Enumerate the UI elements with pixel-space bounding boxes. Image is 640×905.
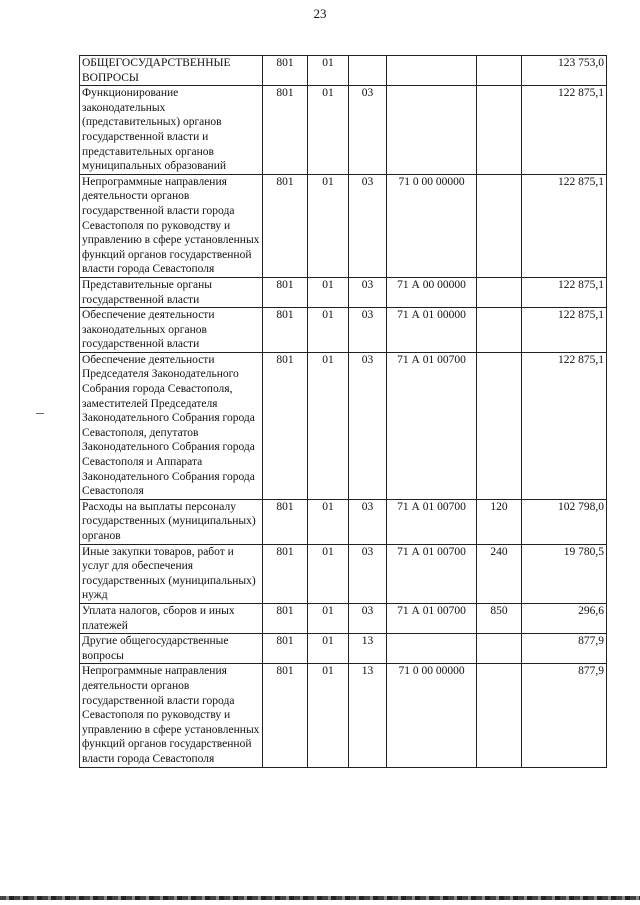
- cell-csr: 71 А 01 00000: [387, 308, 477, 353]
- table-row: [80, 664, 607, 767]
- cell-pr: [349, 56, 387, 86]
- cell-vr: [477, 56, 522, 86]
- cell-csr: [387, 86, 477, 175]
- cell-pr: 03: [349, 603, 387, 633]
- cell-vr: [477, 634, 522, 664]
- cell-pr: 13: [349, 664, 387, 767]
- cell-amount: 19 780,5: [522, 544, 607, 603]
- cell-amount: 122 875,1: [522, 86, 607, 175]
- table-row: [80, 634, 607, 664]
- cell-ved: 801: [263, 277, 308, 307]
- cell-rz: 01: [308, 174, 349, 277]
- cell-pr: 03: [349, 499, 387, 544]
- cell-rz: 01: [308, 86, 349, 175]
- cell-vr: [477, 86, 522, 175]
- cell-ved: 801: [263, 544, 308, 603]
- scan-edge: [0, 896, 640, 900]
- cell-pr: 03: [349, 174, 387, 277]
- scan-mark: [36, 413, 44, 414]
- cell-ved: 801: [263, 603, 308, 633]
- cell-name: Обеспечение деятельности законодательных органов государственной власти: [80, 308, 263, 353]
- cell-amount: 122 875,1: [522, 352, 607, 499]
- cell-vr: [477, 277, 522, 307]
- table-row: [80, 499, 607, 544]
- cell-name: Другие общегосударственные вопросы: [80, 634, 263, 664]
- cell-name: Расходы на выплаты персоналу государственных (муниципальных) органов: [80, 499, 263, 544]
- cell-rz: 01: [308, 634, 349, 664]
- cell-vr: 240: [477, 544, 522, 603]
- cell-ved: 801: [263, 86, 308, 175]
- cell-name: Функционирование законодательных (представительных) органов государственной власти и представительных органов муниципальных образований: [80, 86, 263, 175]
- cell-amount: 877,9: [522, 664, 607, 767]
- cell-ved: 801: [263, 352, 308, 499]
- cell-name: Обеспечение деятельности Председателя Законодательного Собрания города Севастополя, заместителей Председателя Законодательного Собрания города Севастополя, депутатов Законодательного Собрания города Севастополя и Аппарата Законодательного Собрания города Севастополя: [80, 352, 263, 499]
- cell-amount: 122 875,1: [522, 174, 607, 277]
- cell-rz: 01: [308, 544, 349, 603]
- cell-name: Представительные органы государственной власти: [80, 277, 263, 307]
- cell-csr: 71 А 00 00000: [387, 277, 477, 307]
- cell-rz: 01: [308, 352, 349, 499]
- table-row: [80, 603, 607, 633]
- cell-pr: 13: [349, 634, 387, 664]
- cell-csr: 71 0 00 00000: [387, 664, 477, 767]
- budget-table: [79, 55, 607, 768]
- cell-vr: [477, 352, 522, 499]
- cell-name: Непрограммные направления деятельности органов государственной власти города Севастополя по руководству и управлению в сфере установленных функций органов государственной власти города Севастополя: [80, 664, 263, 767]
- cell-pr: 03: [349, 352, 387, 499]
- cell-vr: 120: [477, 499, 522, 544]
- cell-rz: 01: [308, 499, 349, 544]
- cell-amount: 123 753,0: [522, 56, 607, 86]
- cell-rz: 01: [308, 664, 349, 767]
- cell-csr: [387, 56, 477, 86]
- cell-csr: [387, 634, 477, 664]
- cell-vr: 850: [477, 603, 522, 633]
- cell-amount: 877,9: [522, 634, 607, 664]
- cell-csr: 71 А 01 00700: [387, 544, 477, 603]
- table-row: [80, 174, 607, 277]
- cell-name: Иные закупки товаров, работ и услуг для обеспечения государственных (муниципальных) нужд: [80, 544, 263, 603]
- cell-pr: 03: [349, 277, 387, 307]
- cell-amount: 102 798,0: [522, 499, 607, 544]
- table-row: [80, 86, 607, 175]
- page-number: 23: [313, 6, 327, 21]
- cell-pr: 03: [349, 544, 387, 603]
- cell-amount: 122 875,1: [522, 308, 607, 353]
- cell-ved: 801: [263, 56, 308, 86]
- cell-amount: 122 875,1: [522, 277, 607, 307]
- cell-ved: 801: [263, 634, 308, 664]
- table-row: [80, 544, 607, 603]
- cell-rz: 01: [308, 277, 349, 307]
- cell-pr: 03: [349, 86, 387, 175]
- table-row: [80, 277, 607, 307]
- cell-csr: 71 А 01 00700: [387, 499, 477, 544]
- cell-name: ОБЩЕГОСУДАРСТВЕННЫЕ ВОПРОСЫ: [80, 56, 263, 86]
- cell-csr: 71 А 01 00700: [387, 603, 477, 633]
- cell-ved: 801: [263, 499, 308, 544]
- cell-name: Непрограммные направления деятельности органов государственной власти города Севастополя по руководству и управлению в сфере установленных функций органов государственной власти города Севастополя: [80, 174, 263, 277]
- cell-rz: 01: [308, 56, 349, 86]
- cell-vr: [477, 308, 522, 353]
- cell-ved: 801: [263, 308, 308, 353]
- cell-csr: 71 А 01 00700: [387, 352, 477, 499]
- cell-pr: 03: [349, 308, 387, 353]
- table-row: [80, 308, 607, 353]
- cell-ved: 801: [263, 174, 308, 277]
- cell-rz: 01: [308, 308, 349, 353]
- cell-amount: 296,6: [522, 603, 607, 633]
- cell-vr: [477, 664, 522, 767]
- cell-vr: [477, 174, 522, 277]
- cell-ved: 801: [263, 664, 308, 767]
- table-row: [80, 56, 607, 86]
- table-row: [80, 352, 607, 499]
- cell-csr: 71 0 00 00000: [387, 174, 477, 277]
- cell-name: Уплата налогов, сборов и иных платежей: [80, 603, 263, 633]
- cell-rz: 01: [308, 603, 349, 633]
